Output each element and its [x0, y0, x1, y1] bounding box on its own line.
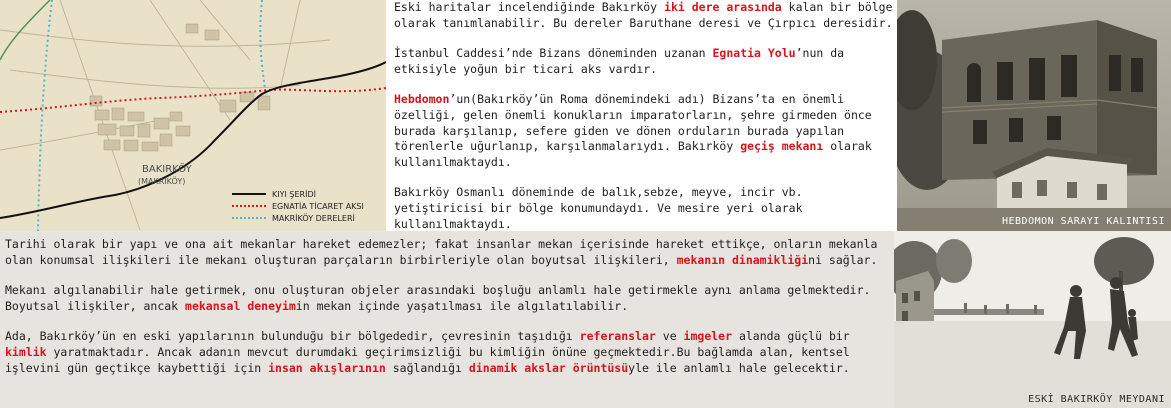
legend-label: KIYI ŞERİDİ — [272, 189, 316, 199]
text-segment: yle ile anlamlı hale gelecektir. — [628, 360, 850, 375]
paragraph — [5, 237, 891, 268]
text-segment: alanda güçlü bir — [732, 329, 850, 344]
text-segment: İstanbul Caddesi’nde Bizans döneminden uzanan — [394, 46, 713, 61]
palace-photo-caption: HEBDOMON SARAYI KALINTISI — [1001, 216, 1165, 227]
highlighted-term: mekanın dinamikliği — [676, 252, 809, 267]
creeks-swatch — [232, 217, 266, 219]
palace-ruins-photo — [897, 0, 1171, 231]
map-place-label: BAKIRKÖY — [142, 164, 192, 175]
text-segment: Tarihi olarak bir yapı ve ona ait mekanlar hareket edemezler; fakat insanlar mekan içerisinde hareket ettikçe, onların mekanla olan konumsal ilişkileri ile mekanı oluşturan parçaların birbirleriyle olan boyutsal ilişkileri, — [5, 237, 878, 267]
text-segment: Mekanı algılanabilir hale getirmek, onu oluşturan objeler arasındaki boşluğu anlamlı hale getirmekle aynı anlama gelmektedir. Boyutsal ilişkiler, ancak — [5, 283, 871, 313]
legend-item-trade-axis — [232, 200, 382, 212]
highlighted-term: imgeler — [683, 329, 733, 344]
coastline-swatch — [232, 193, 266, 195]
highlighted-term: insan akışlarının — [268, 360, 386, 375]
text-segment: ni sağlar. — [808, 252, 878, 267]
concept-text — [5, 237, 891, 391]
highlighted-term: dinamik akslar örüntüsü — [468, 360, 629, 375]
text-segment: ’un(Bakırköy’ün Roma dönemindeki adı) Bizans’ta en önemli özelliği, gelen önemli konukların imparatorların, şehre girmeden önce burada karşılanıp, sefere giden ve dönen orduların burada yapılan törenlerle uğurlanıp, karşılanmalarıydı. Bakırköy — [394, 92, 872, 154]
text-segment: yaratmaktadır. Ancak adanın mevcut durumdaki geçirimsizliği bu kimliğin önüne geçmektedir.Bu bağlamda alan, kentsel işlevini gün geçtikçe kaybettiği için — [5, 344, 850, 375]
text-segment: ’nun da etkisiyle yoğun bir ticari aks vardır. — [394, 46, 845, 76]
palace-image — [897, 0, 1171, 231]
concept-text-panel — [0, 231, 894, 408]
text-segment: sağlandığı — [385, 360, 469, 375]
paragraph — [394, 46, 894, 77]
highlighted-term: iki dere arasında — [664, 0, 782, 14]
legend-label: MAKRİKÖY DERELERİ — [272, 213, 355, 223]
map-legend — [232, 188, 382, 224]
old-square-photo — [894, 231, 1171, 408]
paragraph — [394, 0, 894, 31]
paragraph — [5, 283, 891, 314]
highlighted-term: Hebdomon — [394, 92, 450, 107]
highlighted-term: mekansal deneyim — [185, 298, 296, 313]
historical-map — [0, 0, 386, 231]
text-segment: ve — [655, 329, 684, 344]
text-segment: kalan bir bölge olarak tanımlanabilir. Bu dereler Baruthane deresi ve Çırpıcı deresidir. — [394, 0, 893, 30]
highlighted-term: referanslar — [579, 329, 656, 344]
text-segment: Eski haritalar incelendiğinde Bakırköy — [394, 0, 665, 14]
legend-item-creeks — [232, 212, 382, 224]
text-segment: Ada, Bakırköy’ün en eski yapılarının bulunduğu bir bölgededir, çevresinin taşıdığı — [5, 329, 580, 344]
highlighted-term: Egnatia Yolu — [712, 46, 796, 61]
history-text-column — [394, 0, 894, 231]
legend-label: EGNATİA TİCARET AKSI — [272, 201, 364, 211]
legend-item-coastline — [232, 188, 382, 200]
highlighted-term: geçiş mekanı — [740, 139, 824, 154]
paragraph — [394, 92, 894, 170]
square-image — [894, 231, 1171, 408]
trade-axis-swatch — [232, 205, 266, 207]
paragraph — [5, 329, 891, 376]
map-place-sublabel: (MAKRİKÖY) — [138, 177, 186, 186]
text-segment: Bakırköy Osmanlı döneminde de balık,sebze, meyve, incir vb. yetiştiricisi bir bölge konumundaydı. Ve mesire yeri olarak kullanılmaktaydı. — [394, 185, 803, 231]
square-photo-caption: ESKİ BAKIRKÖY MEYDANI — [1028, 394, 1165, 405]
highlighted-term: kimlik — [5, 344, 47, 359]
text-segment: olarak kullanılmaktaydı. — [394, 139, 872, 169]
text-segment: in mekan içinde yaşatılması ile algılatılabilir. — [295, 298, 629, 313]
paragraph — [394, 185, 894, 232]
